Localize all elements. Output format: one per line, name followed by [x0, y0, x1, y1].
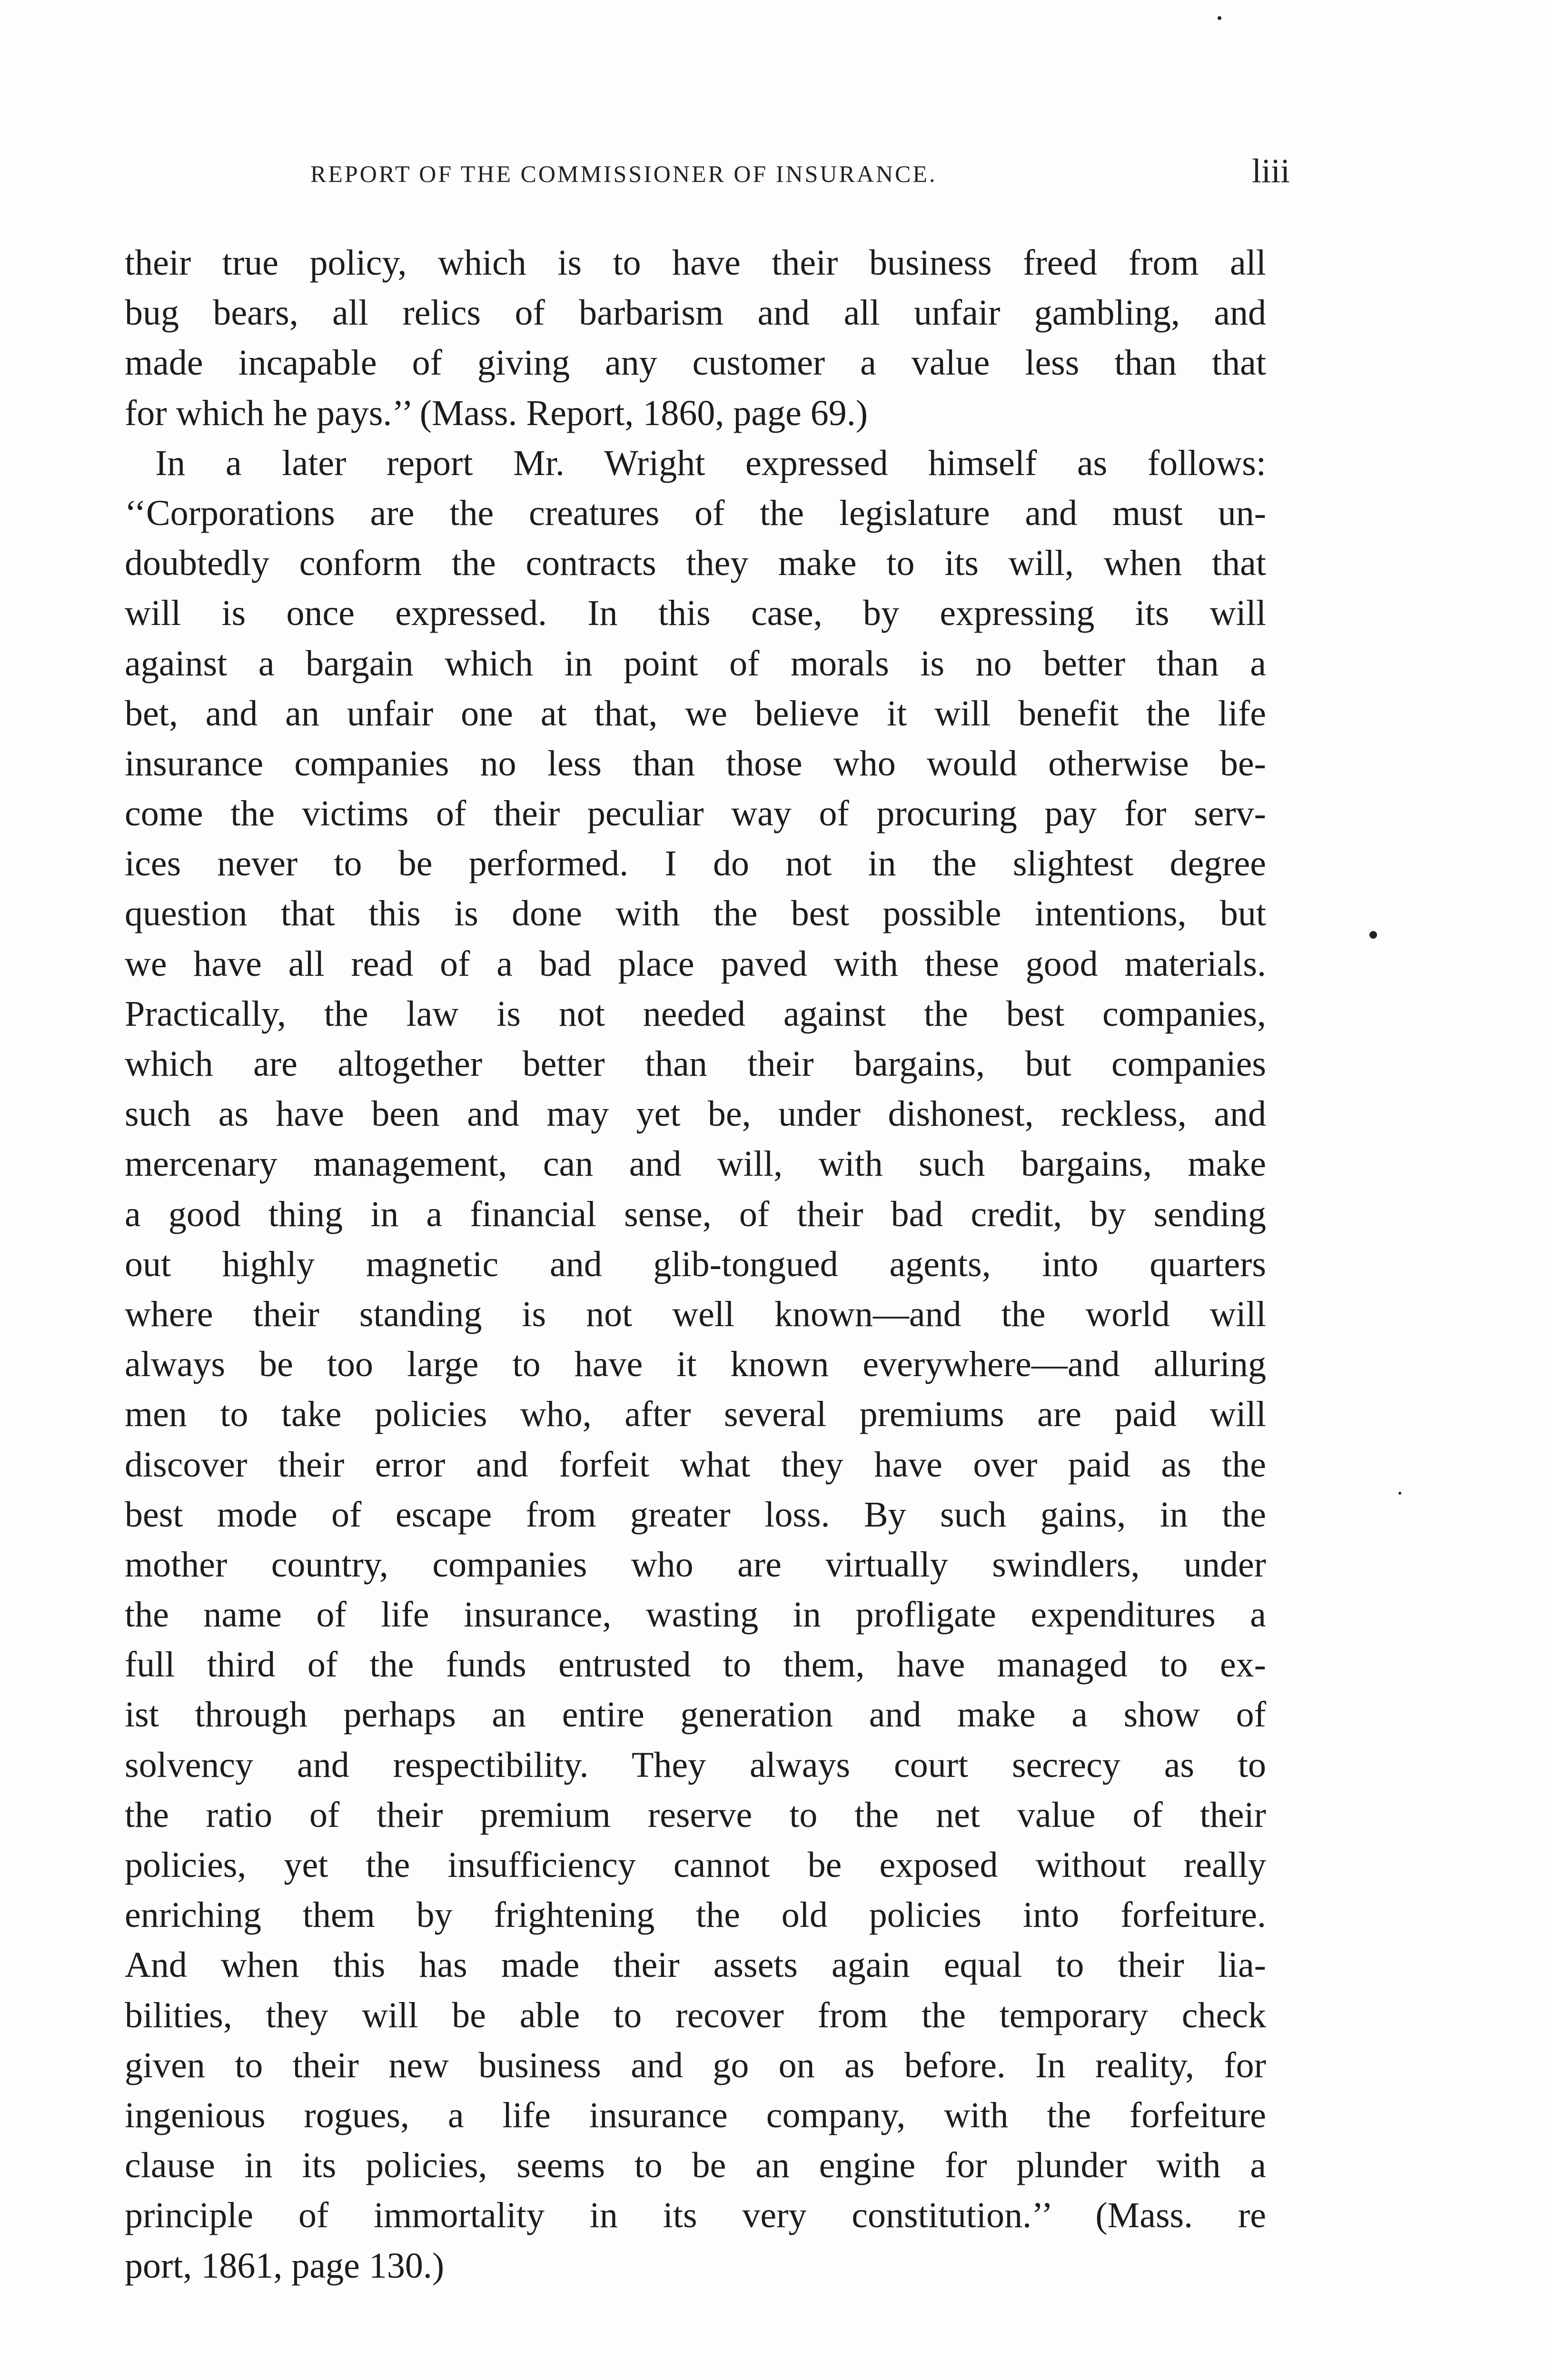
text-line: mother country, companies who are virtually swindlers, under [125, 1544, 1266, 1585]
text-line: their true policy, which is to have their business freed from all [125, 243, 1266, 283]
text-line: And when this has made their assets again equal to their lia- [125, 1945, 1266, 1985]
text-line: Practically, the law is not needed against the best companies, [125, 993, 1266, 1034]
text-line: discover their error and forfeit what they have over paid as the [125, 1444, 1266, 1485]
scan-speck [1369, 931, 1377, 939]
text-line: principle of immortality in its very constitution.’’ (Mass. re [125, 2195, 1266, 2236]
text-line: doubtedly conform the contracts they make to its will, when that [125, 543, 1266, 584]
text-line: mercenary management, can and will, with such bargains, make [125, 1144, 1266, 1184]
text-line: we have all read of a bad place paved with these good materials. [125, 943, 1266, 984]
text-line: best mode of escape from greater loss. By such gains, in the [125, 1494, 1266, 1535]
scan-speck [1398, 1492, 1401, 1495]
running-head: REPORT OF THE COMMISSIONER OF INSURANCE. [310, 160, 937, 187]
text-line: In a later report Mr. Wright expressed himself as follows: [155, 443, 1266, 483]
text-line: solvency and respectibility. They always court secrecy as to [125, 1745, 1266, 1785]
text-line: ingenious rogues, a life insurance company, with the forfeiture [125, 2095, 1266, 2135]
text-line: come the victims of their peculiar way of procuring pay for serv- [125, 793, 1266, 834]
text-line: insurance companies no less than those who would otherwise be- [125, 743, 1266, 783]
body-text [125, 238, 1266, 2291]
text-line: the name of life insurance, wasting in profligate expenditures a [125, 1595, 1266, 1635]
text-line: bet, and an unfair one at that, we believe it will benefit the life [125, 693, 1266, 734]
text-line: clause in its policies, seems to be an engine for plunder with a [125, 2145, 1266, 2186]
text-line: made incapable of giving any customer a value less than that [125, 343, 1266, 383]
page-number: liii [1251, 152, 1290, 190]
text-line: such as have been and may yet be, under dishonest, reckless, and [125, 1094, 1266, 1134]
page-header [125, 151, 1290, 194]
text-line: will is once expressed. In this case, by expressing its will [125, 593, 1266, 634]
text-line: for which he pays.’’ (Mass. Report, 1860, page 69.) [125, 393, 868, 433]
text-line: men to take policies who, after several premiums are paid will [125, 1394, 1266, 1435]
text-line: given to their new business and go on as before. In reality, for [125, 2045, 1266, 2085]
scan-speck [1218, 16, 1221, 20]
text-line: full third of the funds entrusted to them, have managed to ex- [125, 1645, 1266, 1685]
text-line: against a bargain which in point of morals is no better than a [125, 643, 1266, 684]
text-line: policies, yet the insufficiency cannot be exposed without really [125, 1845, 1266, 1885]
text-line: question that this is done with the best possible intentions, but [125, 893, 1266, 934]
text-line: the ratio of their premium reserve to the net value of their [125, 1795, 1266, 1835]
text-line: bilities, they will be able to recover from the temporary check [125, 1995, 1266, 2035]
text-line: where their standing is not well known—and the world will [125, 1294, 1266, 1334]
text-line: enriching them by frightening the old policies into forfeiture. [125, 1895, 1266, 1935]
text-line: ices never to be performed. I do not in the slightest degree [125, 843, 1266, 884]
text-line: ‘‘Corporations are the creatures of the legislature and must un- [125, 493, 1266, 533]
text-line: which are altogether better than their bargains, but companies [125, 1044, 1266, 1084]
text-line: a good thing in a financial sense, of their bad credit, by sending [125, 1194, 1266, 1234]
text-line: bug bears, all relics of barbarism and all unfair gambling, and [125, 293, 1266, 333]
text-line: always be too large to have it known everywhere—and alluring [125, 1344, 1266, 1385]
text-line: out highly magnetic and glib-tongued agents, into quarters [125, 1244, 1266, 1284]
text-line: port, 1861, page 130.) [125, 2245, 445, 2286]
text-line: ist through perhaps an entire generation and make a show of [125, 1695, 1266, 1735]
